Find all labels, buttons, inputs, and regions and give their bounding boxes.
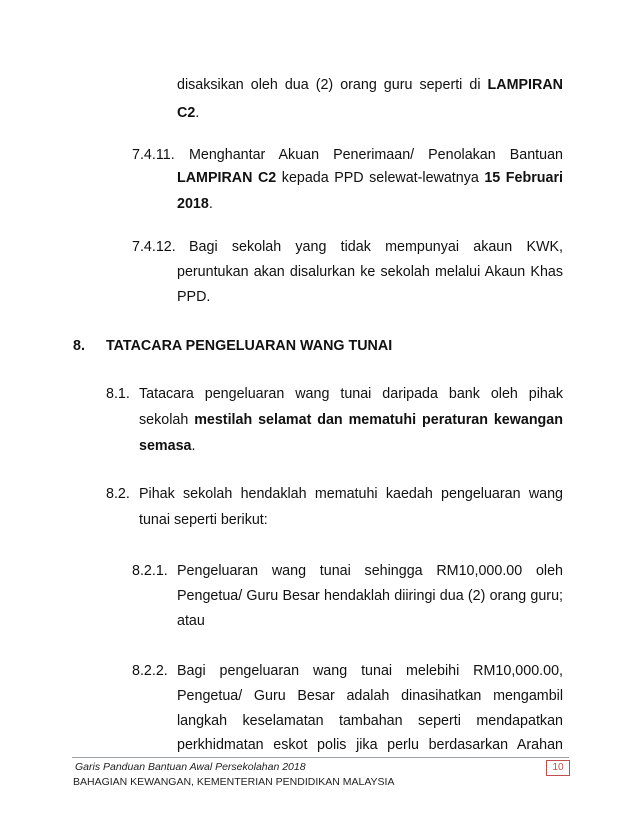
p-7-4-11-line1: Menghantar Akuan Penerimaan/ Penolakan Bantuan bbox=[189, 147, 563, 163]
bold-run: LAMPIRAN C2 bbox=[177, 170, 277, 186]
p-7-4-11-line2 bbox=[177, 168, 563, 188]
text-run: sekolah bbox=[139, 412, 195, 428]
p-7-4-11-number: 7.4.11. bbox=[132, 147, 175, 163]
text-run: kepada PPD selewat-lewatnya bbox=[276, 170, 485, 186]
text-run: . bbox=[191, 438, 196, 454]
p-8-1-number: 8.1. bbox=[106, 386, 130, 402]
section-8-title: TATACARA PENGELUARAN WANG TUNAI bbox=[106, 338, 393, 354]
p-8-1-line1: Tatacara pengeluaran wang tunai daripada bank oleh pihak bbox=[139, 386, 563, 402]
p-8-2-line1: Pihak sekolah hendaklah mematuhi kaedah pengeluaran wang bbox=[139, 486, 563, 502]
text-run: . bbox=[195, 105, 200, 121]
p-8-2-2-line2: Pengetua/ Guru Besar adalah dinasihatkan mengambil bbox=[177, 688, 563, 704]
p-7-4-12-line2: peruntukan akan disalurkan ke sekolah melalui Akaun Khas bbox=[177, 264, 563, 280]
p-7-4-12-number: 7.4.12. bbox=[132, 239, 176, 255]
bold-run: C2 bbox=[177, 105, 196, 121]
p-8-2-1-line3: atau bbox=[177, 613, 205, 629]
p-8-2-line2: tunai seperti berikut: bbox=[139, 512, 268, 528]
p-7-4-12-line3: PPD. bbox=[177, 289, 211, 305]
footer-divider bbox=[72, 757, 569, 758]
p-8-2-1-line2: Pengetua/ Guru Besar hendaklah diiringi dua (2) orang guru; bbox=[177, 588, 563, 604]
p-7-4-12-line1: Bagi sekolah yang tidak mempunyai akaun KWK, bbox=[189, 239, 563, 255]
text-run: . bbox=[208, 196, 213, 212]
bold-run: semasa bbox=[139, 438, 192, 454]
page-number-badge: 10 bbox=[546, 760, 570, 776]
p-8-2-1-number: 8.2.1. bbox=[132, 563, 168, 579]
p-8-1-line3 bbox=[139, 436, 195, 456]
section-8-number: 8. bbox=[73, 338, 85, 354]
footer-document-title: Garis Panduan Bantuan Awal Persekolahan 2018 bbox=[75, 761, 306, 773]
p-8-2-2-number: 8.2.2. bbox=[132, 663, 168, 679]
bold-run: LAMPIRAN bbox=[487, 77, 563, 93]
bold-run: 2018 bbox=[177, 196, 209, 212]
footer-organization: BAHAGIAN KEWANGAN, KEMENTERIAN PENDIDIKAN MALAYSIA bbox=[73, 776, 395, 788]
p-7-4-11-line3 bbox=[177, 194, 213, 214]
p-8-2-2-line3: langkah keselamatan tambahan seperti mendapatkan bbox=[177, 713, 563, 729]
p-8-1-line2 bbox=[139, 410, 563, 430]
p-8-2-2-line1: Bagi pengeluaran wang tunai melebihi RM10,000.00, bbox=[177, 663, 563, 679]
p-7-4-10-line1 bbox=[177, 75, 563, 95]
p-7-4-10-line2 bbox=[177, 103, 199, 123]
p-8-2-number: 8.2. bbox=[106, 486, 130, 502]
p-8-2-1-line1: Pengeluaran wang tunai sehingga RM10,000.00 oleh bbox=[177, 563, 563, 579]
text-run: disaksikan oleh dua (2) orang guru seperti di bbox=[177, 77, 481, 93]
p-8-2-2-line4: perkhidmatan eskot polis jika perlu berdasarkan Arahan bbox=[177, 737, 563, 753]
bold-run: 15 Februari bbox=[484, 170, 563, 186]
bold-run: mestilah selamat dan mematuhi peraturan kewangan bbox=[194, 412, 563, 428]
